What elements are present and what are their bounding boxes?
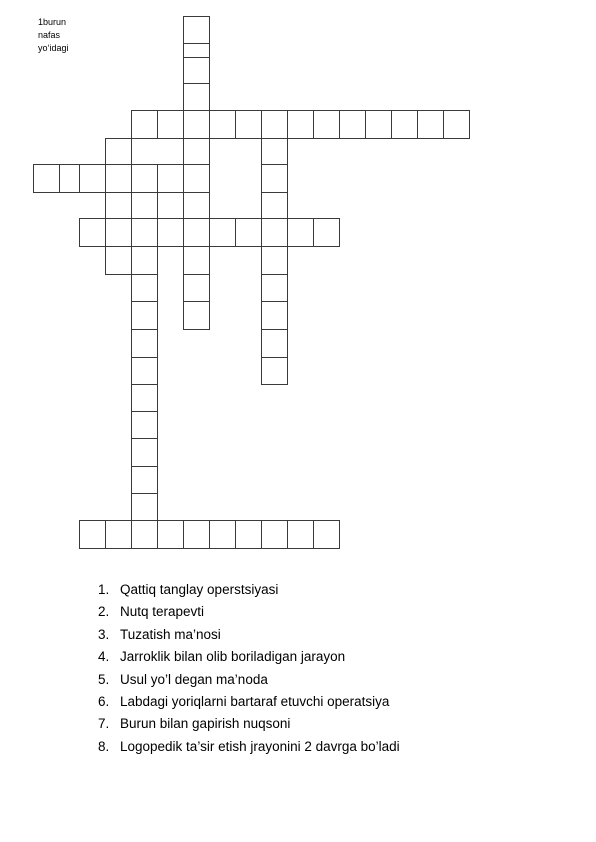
crossword-cell[interactable] [105, 164, 132, 193]
crossword-cell[interactable] [287, 218, 314, 247]
crossword-cell[interactable] [235, 218, 262, 247]
crossword-cell[interactable] [261, 164, 288, 193]
clue-item [98, 736, 400, 758]
crossword-cell[interactable] [157, 218, 184, 247]
crossword-cell[interactable] [339, 110, 366, 139]
crossword-cell[interactable] [131, 192, 158, 219]
crossword-cell[interactable] [183, 138, 210, 165]
crossword-cell[interactable] [183, 83, 210, 111]
crossword-cell[interactable] [261, 274, 288, 302]
crossword-cell[interactable] [131, 218, 158, 247]
crossword-cell[interactable] [261, 357, 288, 385]
clue-number: 6. [98, 694, 110, 710]
crossword-cell[interactable] [157, 520, 184, 549]
clue-number: 5. [98, 671, 110, 687]
crossword-cell[interactable] [209, 520, 236, 549]
crossword-cell[interactable] [131, 274, 158, 302]
crossword-cell[interactable] [313, 218, 340, 247]
crossword-cell[interactable] [105, 192, 132, 219]
clue-item [98, 601, 400, 623]
clue-text: Nutq terapevti [120, 604, 205, 620]
crossword-cell[interactable] [235, 110, 262, 139]
clue-number: 4. [98, 649, 110, 665]
crossword-cell[interactable] [105, 246, 132, 275]
corner-note-line: yo‘idagi [38, 43, 69, 53]
crossword-cell[interactable] [183, 274, 210, 302]
clue-number: 1. [98, 582, 110, 597]
clue-text: Qattiq tanglay operstsiyasi [120, 582, 279, 597]
crossword-cell[interactable] [131, 301, 158, 330]
clue-text: Logopedik ta’sir etish jrayonini 2 davrga bo’ladi [120, 738, 400, 754]
crossword-cell[interactable] [105, 138, 132, 165]
clue-item [98, 713, 400, 735]
crossword-cell[interactable] [131, 438, 158, 467]
clue-number: 3. [98, 626, 110, 642]
clue-number: 8. [98, 738, 110, 754]
crossword-cell[interactable] [183, 246, 210, 275]
crossword-cell[interactable] [261, 110, 288, 139]
crossword-cell[interactable] [183, 218, 210, 247]
crossword-cell[interactable] [131, 110, 158, 139]
crossword-cell[interactable] [131, 384, 158, 412]
crossword-cell[interactable] [131, 329, 158, 358]
clue-item [98, 691, 400, 713]
crossword-cell[interactable] [209, 110, 236, 139]
crossword-cell[interactable] [183, 164, 210, 193]
crossword-cell[interactable] [261, 138, 288, 165]
crossword-cell[interactable] [183, 301, 210, 330]
crossword-cell[interactable] [287, 110, 314, 139]
clue-item [98, 624, 400, 646]
crossword-cell[interactable] [79, 164, 106, 193]
crossword-cell[interactable] [261, 329, 288, 358]
crossword-cell[interactable] [183, 16, 210, 44]
clue-text: Usul yo’l degan ma’noda [120, 671, 268, 687]
crossword-cell[interactable] [131, 246, 158, 275]
clue-item [98, 669, 400, 691]
crossword-cell[interactable] [59, 164, 80, 193]
crossword-cell[interactable] [261, 520, 288, 549]
clue-list [98, 579, 400, 758]
clue-text: Burun bilan gapirish nuqsoni [120, 716, 291, 732]
crossword-cell[interactable] [261, 218, 288, 247]
crossword-cell[interactable] [105, 520, 132, 549]
crossword-cell[interactable] [443, 110, 470, 139]
crossword-cell[interactable] [417, 110, 444, 139]
clue-item [98, 646, 400, 668]
crossword-cell[interactable] [131, 411, 158, 439]
crossword-cell[interactable] [183, 520, 210, 549]
clue-text: Labdagi yoriqlarni bartaraf etuvchi operatsiya [120, 694, 390, 710]
crossword-cell[interactable] [183, 43, 210, 58]
crossword-cell[interactable] [183, 110, 210, 139]
crossword-cell[interactable] [313, 110, 340, 139]
crossword-cell[interactable] [365, 110, 392, 139]
clue-text: Jarroklik bilan olib boriladigan jarayon [120, 649, 346, 665]
crossword-cell[interactable] [183, 192, 210, 219]
crossword-cell[interactable] [131, 466, 158, 494]
crossword-cell[interactable] [261, 192, 288, 219]
clue-number: 7. [98, 716, 110, 732]
crossword-cell[interactable] [131, 357, 158, 385]
clue-text: Tuzatish ma’nosi [120, 626, 221, 642]
crossword-cell[interactable] [261, 301, 288, 330]
crossword-cell[interactable] [105, 218, 132, 247]
crossword-cell[interactable] [131, 520, 158, 549]
crossword-cell[interactable] [157, 110, 184, 139]
corner-note-line: nafas [38, 30, 61, 40]
crossword-cell[interactable] [131, 164, 158, 193]
crossword-cell[interactable] [287, 520, 314, 549]
crossword-cell[interactable] [33, 164, 60, 193]
crossword-cell[interactable] [183, 57, 210, 84]
crossword-cell[interactable] [209, 218, 236, 247]
crossword-cell[interactable] [79, 218, 106, 247]
crossword-cell[interactable] [235, 520, 262, 549]
clue-item [98, 579, 400, 601]
corner-note-line: 1burun [38, 17, 67, 27]
crossword-cell[interactable] [131, 493, 158, 521]
clue-number: 2. [98, 604, 110, 620]
crossword-cell[interactable] [79, 520, 106, 549]
crossword-cell[interactable] [313, 520, 340, 549]
crossword-cell[interactable] [391, 110, 418, 139]
crossword-cell[interactable] [261, 246, 288, 275]
crossword-cell[interactable] [157, 164, 184, 193]
